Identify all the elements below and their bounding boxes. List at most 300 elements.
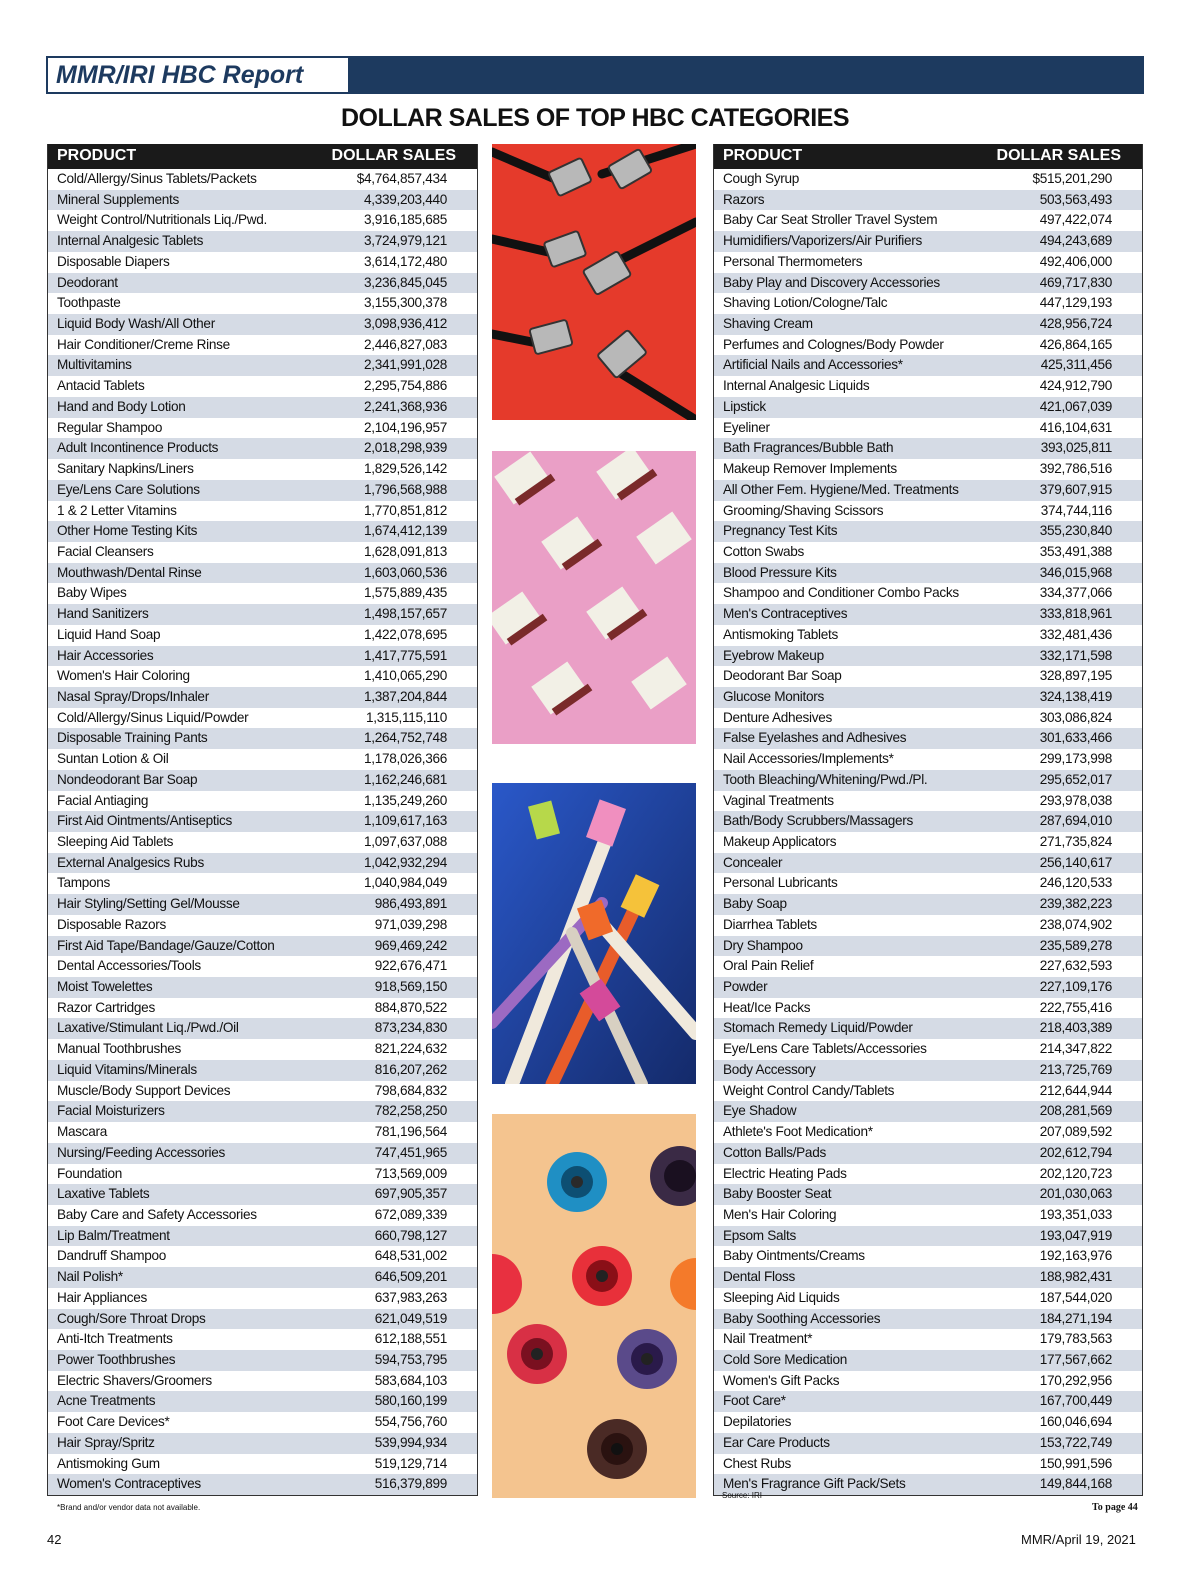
dollar-sales-value: 1,417,775,591	[363, 647, 447, 663]
table-row	[48, 998, 477, 1019]
dollar-sales-value: 393,025,811	[1040, 440, 1112, 456]
product-name: Nondeodorant Bar Soap	[57, 771, 198, 787]
dollar-sales-value: 3,916,185,685	[363, 212, 447, 228]
table-row	[714, 355, 1142, 376]
table-row	[48, 355, 477, 376]
dollar-sales-value: 447,129,193	[1039, 295, 1112, 311]
table-row	[48, 604, 477, 625]
table-row	[714, 1164, 1142, 1185]
table-row	[714, 418, 1142, 439]
dollar-sales-value: 428,956,724	[1039, 316, 1112, 332]
dollar-sales-value: 392,786,516	[1039, 461, 1112, 477]
table-row	[48, 1433, 477, 1454]
product-name: Denture Adhesives	[723, 709, 833, 725]
product-name: Hand and Body Lotion	[57, 398, 186, 414]
product-name: Baby Care and Safety Accessories	[57, 1206, 257, 1222]
dollar-sales-value: 256,140,617	[1039, 854, 1112, 870]
product-name: First Aid Tape/Bandage/Gauze/Cotton	[57, 937, 275, 953]
dollar-sales-value: 235,589,278	[1039, 937, 1112, 953]
dollar-sales-value: 492,406,000	[1039, 253, 1112, 269]
table-row	[48, 1288, 477, 1309]
dollar-sales-value: 1,410,065,290	[363, 668, 447, 684]
product-column-header: PRODUCT	[723, 147, 803, 164]
product-name: Blood Pressure Kits	[723, 564, 837, 580]
issue-date: MMR/April 19, 2021	[1021, 1532, 1136, 1547]
dollar-sales-value: 873,234,830	[374, 1020, 447, 1036]
product-name: Liquid Body Wash/All Other	[57, 316, 215, 332]
page-number: 42	[47, 1532, 62, 1547]
makeup-sponges-photo	[492, 451, 696, 744]
toothbrushes-photo	[492, 783, 696, 1084]
table-row	[714, 687, 1142, 708]
product-name: External Analgesics Rubs	[57, 854, 204, 870]
table-row	[714, 625, 1142, 646]
product-name: Nail Treatment*	[723, 1331, 813, 1347]
dollar-sales-value: 374,744,116	[1040, 502, 1112, 518]
product-name: Electric Shavers/Groomers	[57, 1372, 212, 1388]
product-name: Razors	[723, 191, 765, 207]
razors-photo	[492, 144, 696, 420]
table-row	[714, 501, 1142, 522]
dollar-sales-value: 646,509,201	[374, 1269, 447, 1285]
dollar-sales-value: 1,315,115,110	[365, 709, 447, 725]
dollar-sales-value: 1,135,249,260	[363, 792, 447, 808]
product-name: Ear Care Products	[723, 1434, 830, 1450]
product-name: Depilatories	[723, 1414, 792, 1430]
product-name: Women's Contraceptives	[57, 1476, 201, 1492]
right-sales-table	[713, 144, 1143, 1496]
table-row	[714, 210, 1142, 231]
dollar-sales-value: $515,201,290	[1032, 171, 1112, 186]
table-row	[714, 1081, 1142, 1102]
dollar-sales-value: 227,109,176	[1039, 979, 1112, 995]
dollar-sales-value: 208,281,569	[1039, 1103, 1112, 1119]
table-row	[714, 1143, 1142, 1164]
dollar-sales-value: 353,491,388	[1039, 543, 1112, 559]
dollar-sales-value: 922,676,471	[374, 958, 447, 974]
table-row	[714, 998, 1142, 1019]
table-row	[48, 1329, 477, 1350]
sales-column-header: DOLLAR SALES	[996, 147, 1121, 164]
dollar-sales-value: 324,138,419	[1039, 688, 1112, 704]
table-row	[48, 977, 477, 998]
dollar-sales-value: 782,258,250	[374, 1103, 447, 1119]
product-name: Cotton Balls/Pads	[723, 1144, 826, 1160]
table-row	[48, 210, 477, 231]
product-name: Deodorant	[57, 274, 118, 290]
dollar-sales-value: 193,047,919	[1039, 1227, 1112, 1243]
product-name: Other Home Testing Kits	[57, 523, 198, 539]
table-row	[48, 625, 477, 646]
dollar-sales-value: 332,481,436	[1039, 626, 1112, 642]
table-row	[714, 832, 1142, 853]
product-name: Sanitary Napkins/Liners	[57, 461, 194, 477]
dollar-sales-value: 193,351,033	[1039, 1206, 1112, 1222]
table-row	[48, 418, 477, 439]
dollar-sales-value: 781,196,564	[374, 1124, 447, 1140]
dollar-sales-value: 1,796,568,988	[363, 481, 447, 497]
dollar-sales-value: 3,236,845,045	[363, 274, 447, 290]
left-table-body	[48, 169, 477, 1495]
sales-column-header: DOLLAR SALES	[331, 147, 456, 164]
dollar-sales-value: 188,982,431	[1039, 1269, 1112, 1285]
dollar-sales-value: 271,735,824	[1039, 834, 1112, 849]
product-name: Facial Antiaging	[57, 792, 149, 808]
table-row	[48, 687, 477, 708]
product-name: Baby Soothing Accessories	[723, 1310, 881, 1326]
product-name: Hair Accessories	[57, 647, 154, 663]
dollar-sales-value: 167,700,449	[1039, 1393, 1112, 1409]
table-row	[48, 293, 477, 314]
product-name: Deodorant Bar Soap	[723, 668, 842, 684]
table-row	[714, 811, 1142, 832]
product-name: Liquid Vitamins/Minerals	[57, 1061, 197, 1077]
product-name: Laxative/Stimulant Liq./Pwd./Oil	[57, 1020, 239, 1036]
source-note: Source: IRI	[722, 1491, 763, 1500]
product-name: Internal Analgesic Tablets	[57, 233, 204, 249]
table-row	[48, 811, 477, 832]
dollar-sales-value: 554,756,760	[374, 1414, 447, 1430]
dollar-sales-value: 153,722,749	[1039, 1434, 1112, 1450]
dollar-sales-value: 1,829,526,142	[363, 461, 447, 477]
product-name: Mouthwash/Dental Rinse	[57, 564, 202, 580]
product-name: Eyebrow Makeup	[723, 647, 824, 663]
table-row	[714, 1329, 1142, 1350]
table-row	[48, 666, 477, 687]
dollar-sales-value: 246,120,533	[1039, 875, 1112, 891]
product-name: Lipstick	[723, 398, 766, 414]
dollar-sales-value: 672,089,339	[374, 1206, 447, 1222]
product-name: Internal Analgesic Liquids	[723, 378, 870, 394]
product-name: Cold/Allergy/Sinus Tablets/Packets	[57, 171, 257, 186]
dollar-sales-value: 1,040,984,049	[363, 875, 447, 891]
dollar-sales-value: 213,725,769	[1039, 1061, 1112, 1077]
product-name: Cough/Sore Throat Drops	[57, 1310, 206, 1326]
table-row	[714, 542, 1142, 563]
product-name: Men's Hair Coloring	[723, 1206, 837, 1222]
table-row	[714, 1205, 1142, 1226]
table-row	[714, 853, 1142, 874]
product-name: Women's Hair Coloring	[57, 668, 190, 684]
table-row	[48, 956, 477, 977]
table-row	[714, 1226, 1142, 1247]
product-column-header: PRODUCT	[57, 147, 137, 164]
right-table-body	[714, 169, 1142, 1495]
product-name: Power Toothbrushes	[57, 1351, 176, 1367]
dollar-sales-value: 469,717,830	[1039, 274, 1112, 290]
table-row	[714, 873, 1142, 894]
dollar-sales-value: 621,049,519	[374, 1310, 447, 1326]
product-name: Sleeping Aid Tablets	[57, 834, 174, 849]
table-row	[48, 1474, 477, 1495]
dollar-sales-value: 379,607,915	[1039, 481, 1112, 497]
product-name: Glucose Monitors	[723, 688, 824, 704]
product-name: Antismoking Gum	[57, 1455, 160, 1471]
table-row	[714, 231, 1142, 252]
product-name: Eye/Lens Care Tablets/Accessories	[723, 1041, 927, 1057]
dollar-sales-value: 503,563,493	[1039, 191, 1112, 207]
product-name: Personal Lubricants	[723, 875, 838, 891]
table-row	[48, 894, 477, 915]
product-name: Antacid Tablets	[57, 378, 145, 394]
table-row	[48, 708, 477, 729]
product-name: Electric Heating Pads	[723, 1165, 847, 1181]
dollar-sales-value: 4,339,203,440	[363, 191, 447, 207]
table-row	[48, 252, 477, 273]
dollar-sales-value: 201,030,063	[1039, 1186, 1112, 1202]
dollar-sales-value: 697,905,357	[374, 1186, 447, 1202]
dollar-sales-value: 539,994,934	[374, 1434, 447, 1450]
dollar-sales-value: 1,770,851,812	[363, 502, 447, 518]
table-row	[48, 273, 477, 294]
product-name: Dry Shampoo	[723, 937, 803, 953]
table-row	[48, 1060, 477, 1081]
table-row	[48, 190, 477, 211]
table-row	[48, 563, 477, 584]
product-name: Humidifiers/Vaporizers/Air Purifiers	[723, 233, 922, 249]
table-row	[714, 169, 1142, 190]
product-name: Shaving Cream	[723, 316, 813, 332]
dollar-sales-value: 1,422,078,695	[363, 626, 447, 642]
dollar-sales-value: 238,074,902	[1039, 916, 1112, 932]
product-name: Stomach Remedy Liquid/Powder	[723, 1020, 913, 1036]
product-name: Muscle/Body Support Devices	[57, 1082, 231, 1098]
dollar-sales-value: 2,341,991,028	[363, 357, 447, 373]
product-name: Multivitamins	[57, 357, 132, 373]
table-row	[48, 1205, 477, 1226]
dollar-sales-value: 301,633,466	[1039, 730, 1112, 746]
dollar-sales-value: 299,173,998	[1039, 751, 1112, 767]
table-row	[48, 376, 477, 397]
table-row	[48, 1039, 477, 1060]
product-name: Mineral Supplements	[57, 191, 179, 207]
nail-polish-photo	[492, 1114, 696, 1498]
dollar-sales-value: 1,628,091,813	[363, 543, 447, 559]
product-name: Baby Booster Seat	[723, 1186, 832, 1202]
table-row	[48, 749, 477, 770]
product-name: Baby Ointments/Creams	[723, 1248, 865, 1264]
table-row	[48, 1454, 477, 1475]
dollar-sales-value: 884,870,522	[374, 999, 447, 1015]
product-name: Regular Shampoo	[57, 419, 163, 435]
product-name: Makeup Remover Implements	[723, 461, 897, 477]
product-name: Artificial Nails and Accessories*	[723, 357, 903, 373]
table-row	[714, 563, 1142, 584]
table-row	[714, 1309, 1142, 1330]
product-name: Facial Cleansers	[57, 543, 154, 559]
table-row	[714, 1101, 1142, 1122]
table-row	[48, 873, 477, 894]
dollar-sales-value: 293,978,038	[1039, 792, 1112, 808]
dollar-sales-value: 2,295,754,886	[363, 378, 447, 394]
dollar-sales-value: 214,347,822	[1039, 1041, 1112, 1057]
product-name: Cold/Allergy/Sinus Liquid/Powder	[57, 709, 249, 725]
dollar-sales-value: 346,015,968	[1039, 564, 1112, 580]
table-header	[714, 144, 1142, 169]
product-name: First Aid Ointments/Antiseptics	[57, 813, 233, 829]
dollar-sales-value: 516,379,899	[374, 1476, 447, 1492]
dollar-sales-value: 2,446,827,083	[363, 336, 447, 352]
product-name: 1 & 2 Letter Vitamins	[57, 502, 177, 518]
table-row	[714, 459, 1142, 480]
dollar-sales-value: 149,844,168	[1039, 1476, 1112, 1492]
product-name: Laxative Tablets	[57, 1186, 150, 1202]
dollar-sales-value: 660,798,127	[374, 1227, 447, 1243]
table-row	[714, 314, 1142, 335]
table-row	[48, 1371, 477, 1392]
product-name: Oral Pain Relief	[723, 958, 814, 974]
table-row	[714, 1391, 1142, 1412]
dollar-sales-value: 222,755,416	[1039, 999, 1112, 1015]
dollar-sales-value: 1,603,060,536	[363, 564, 447, 580]
product-name: Nasal Spray/Drops/Inhaler	[57, 688, 209, 704]
table-row	[714, 1018, 1142, 1039]
dollar-sales-value: 1,162,246,681	[363, 771, 447, 787]
product-name: Hair Spray/Spritz	[57, 1434, 155, 1450]
table-row	[714, 521, 1142, 542]
section-label-box	[46, 56, 350, 94]
dollar-sales-value: 816,207,262	[374, 1061, 447, 1077]
dollar-sales-value: 971,039,298	[374, 916, 447, 932]
table-row	[48, 853, 477, 874]
product-name: Toothpaste	[57, 295, 121, 311]
table-row	[714, 1039, 1142, 1060]
table-header	[48, 144, 477, 169]
product-name: Dental Floss	[723, 1269, 795, 1285]
dollar-sales-value: 212,644,944	[1039, 1082, 1112, 1098]
table-row	[714, 252, 1142, 273]
product-name: Body Accessory	[723, 1061, 816, 1077]
section-title: MMR/IRI HBC Report	[56, 61, 304, 89]
table-row	[714, 708, 1142, 729]
table-row	[714, 956, 1142, 977]
continued-note: To page 44	[1092, 1502, 1138, 1513]
dollar-sales-value: 2,104,196,957	[363, 419, 447, 435]
product-name: Weight Control Candy/Tablets	[723, 1082, 895, 1098]
table-row	[714, 293, 1142, 314]
table-row	[48, 1122, 477, 1143]
product-name: Tampons	[57, 875, 111, 891]
table-row	[714, 894, 1142, 915]
product-name: Adult Incontinence Products	[57, 440, 219, 456]
table-row	[48, 832, 477, 853]
table-row	[714, 915, 1142, 936]
product-name: Foundation	[57, 1165, 123, 1181]
dollar-sales-value: 202,120,723	[1039, 1165, 1112, 1181]
product-name: Baby Play and Discovery Accessories	[723, 274, 940, 290]
dollar-sales-value: 177,567,662	[1039, 1351, 1112, 1367]
product-name: Cold Sore Medication	[723, 1351, 847, 1367]
product-name: Disposable Diapers	[57, 253, 170, 269]
product-name: Hair Styling/Setting Gel/Mousse	[57, 896, 240, 912]
dollar-sales-value: 416,104,631	[1039, 419, 1112, 435]
product-name: Vaginal Treatments	[723, 792, 834, 808]
dollar-sales-value: 2,241,368,936	[363, 398, 447, 414]
page-title: DOLLAR SALES OF TOP HBC CATEGORIES	[340, 104, 850, 132]
dollar-sales-value: 328,897,195	[1039, 668, 1112, 684]
product-name: Pregnancy Test Kits	[723, 523, 838, 539]
table-row	[714, 1184, 1142, 1205]
product-name: Men's Contraceptives	[723, 606, 848, 622]
dollar-sales-value: 332,171,598	[1039, 647, 1112, 663]
product-name: Concealer	[723, 854, 783, 870]
table-row	[714, 770, 1142, 791]
dollar-sales-value: 612,188,551	[374, 1331, 447, 1347]
dollar-sales-value: 295,652,017	[1039, 771, 1112, 787]
table-row	[714, 666, 1142, 687]
product-name: Baby Soap	[723, 896, 787, 912]
dollar-sales-value: 184,271,194	[1039, 1310, 1112, 1326]
table-row	[714, 1412, 1142, 1433]
dollar-sales-value: 1,097,637,088	[363, 834, 447, 849]
table-row	[48, 1350, 477, 1371]
product-name: Mascara	[57, 1124, 108, 1140]
dollar-sales-value: 227,632,593	[1039, 958, 1112, 974]
table-row	[48, 1267, 477, 1288]
table-row	[48, 583, 477, 604]
product-name: Cotton Swabs	[723, 543, 805, 559]
product-name: Eye Shadow	[723, 1103, 797, 1119]
dollar-sales-value: 519,129,714	[374, 1455, 447, 1471]
dollar-sales-value: 1,498,157,657	[363, 606, 447, 622]
product-name: Antismoking Tablets	[723, 626, 838, 642]
table-row	[48, 521, 477, 542]
dollar-sales-value: 1,575,889,435	[363, 585, 447, 601]
dollar-sales-value: 969,469,242	[374, 937, 447, 953]
dollar-sales-value: 421,067,039	[1039, 398, 1112, 414]
table-row	[48, 480, 477, 501]
dollar-sales-value: 648,531,002	[374, 1248, 447, 1264]
table-row	[48, 791, 477, 812]
product-name: Tooth Bleaching/Whitening/Pwd./Pl.	[723, 771, 928, 787]
product-name: Chest Rubs	[723, 1455, 792, 1471]
dollar-sales-value: 1,109,617,163	[363, 813, 447, 829]
dollar-sales-value: 594,753,795	[374, 1351, 447, 1367]
table-row	[714, 273, 1142, 294]
product-name: Eye/Lens Care Solutions	[57, 481, 200, 497]
left-sales-table	[47, 144, 478, 1496]
table-row	[48, 1018, 477, 1039]
product-name: Nail Accessories/Implements*	[723, 751, 894, 767]
table-row	[714, 1246, 1142, 1267]
product-name: Facial Moisturizers	[57, 1103, 165, 1119]
dollar-sales-value: 207,089,592	[1039, 1124, 1112, 1140]
dollar-sales-value: 179,783,563	[1039, 1331, 1112, 1347]
dollar-sales-value: 3,155,300,378	[363, 295, 447, 311]
product-name: Foot Care*	[723, 1393, 786, 1409]
product-name: Razor Cartridges	[57, 999, 155, 1015]
table-row	[714, 1474, 1142, 1495]
table-row	[714, 728, 1142, 749]
dollar-sales-value: 303,086,824	[1039, 709, 1112, 725]
table-row	[714, 646, 1142, 667]
product-name: Men's Fragrance Gift Pack/Sets	[723, 1476, 906, 1492]
table-row	[48, 169, 477, 190]
product-name: Shampoo and Conditioner Combo Packs	[723, 585, 959, 601]
table-row	[714, 791, 1142, 812]
dollar-sales-value: 334,377,066	[1039, 585, 1112, 601]
table-row	[48, 231, 477, 252]
table-row	[48, 542, 477, 563]
dollar-sales-value: 424,912,790	[1039, 378, 1112, 394]
table-row	[48, 459, 477, 480]
product-name: Dental Accessories/Tools	[57, 958, 201, 974]
table-row	[48, 915, 477, 936]
product-name: Lip Balm/Treatment	[57, 1227, 170, 1243]
dollar-sales-value: 2,018,298,939	[363, 440, 447, 456]
dollar-sales-value: 494,243,689	[1039, 233, 1112, 249]
dollar-sales-value: 425,311,456	[1040, 357, 1112, 373]
